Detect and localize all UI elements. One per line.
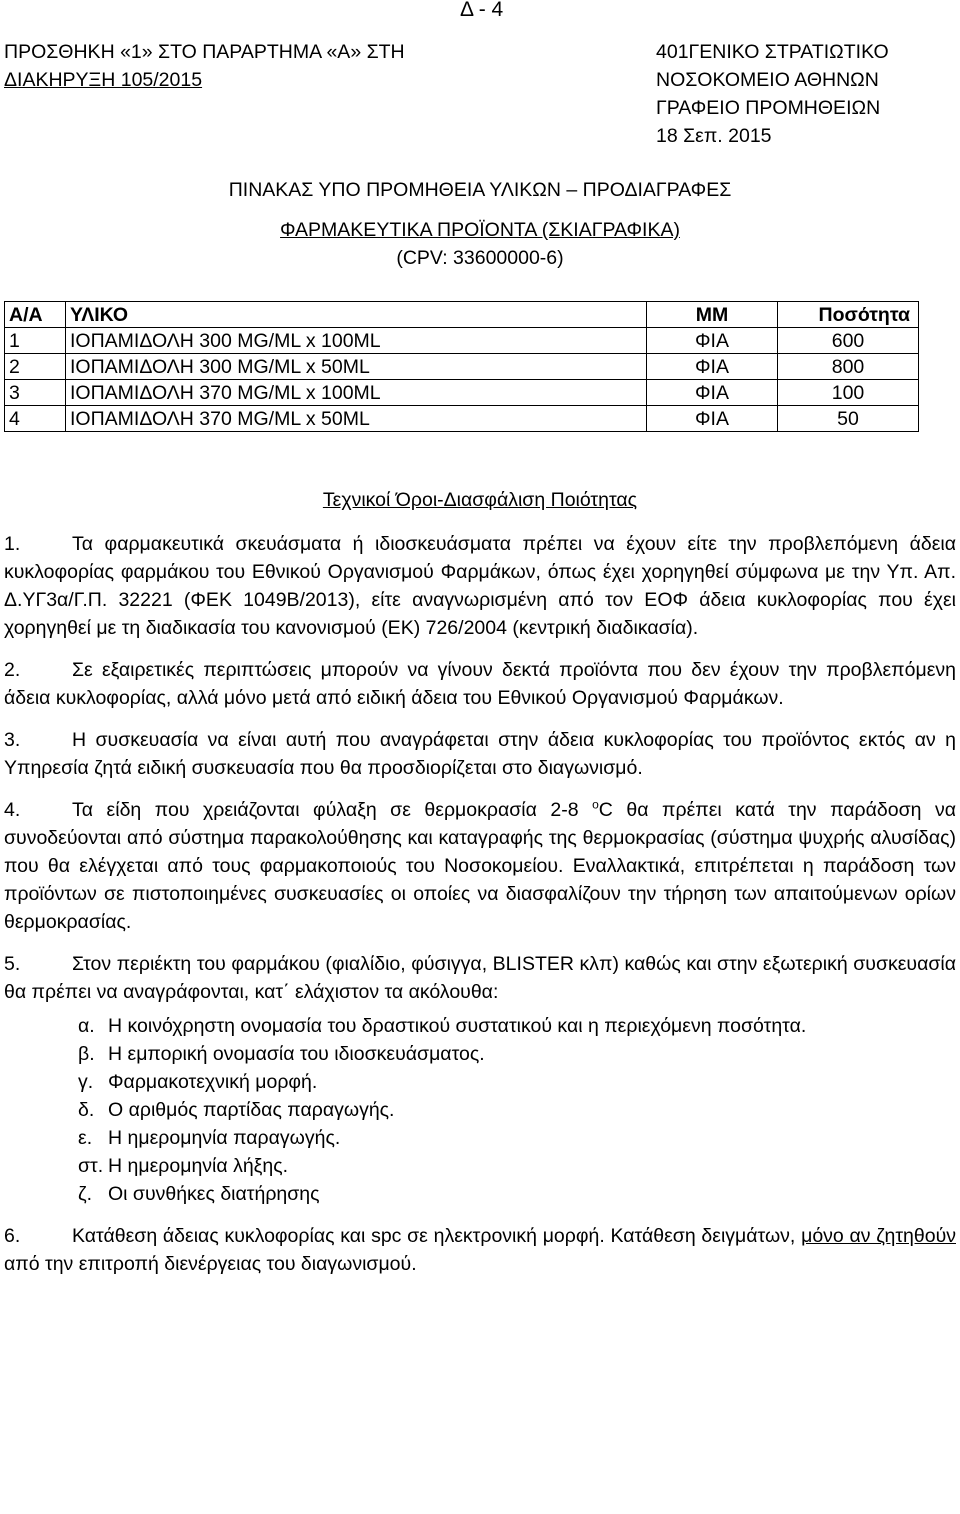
list-item-text: Η κοινόχρηστη ονομασία του δραστικού συστατικού και η περιεχόμενη ποσότητα. bbox=[108, 1015, 807, 1037]
section-title: Τεχνικοί Όροι-Διασφάλιση Ποιότητας bbox=[322, 489, 638, 511]
term-5-text: Στον περιέκτη του φαρμάκου (φιαλίδιο, φύσιγγα, BLISTER κλπ) καθώς και στην εξωτερική συσκευασία θα πρέπει να αναγράφονται, κατ΄ ελάχιστον τα ακόλουθα: bbox=[4, 953, 956, 1003]
header-left-line2: ΔΙΑΚΗΡΥΞΗ 105/2015 bbox=[4, 69, 203, 91]
page-number: Δ - 4 bbox=[460, 0, 504, 21]
cell-unit: ΦΙΑ bbox=[647, 380, 778, 406]
cell-item: ΙΟΠΑΜΙΔΟΛΗ 370 MG/ML x 100ML bbox=[66, 380, 647, 406]
term-6-text-b: από την επιτροπή διενέργειας του διαγωνισμού. bbox=[4, 1253, 417, 1275]
cpv-code: (CPV: 33600000-6) bbox=[396, 247, 564, 269]
table-row bbox=[5, 328, 919, 354]
cell-unit: ΦΙΑ bbox=[647, 406, 778, 432]
term-5-number: 5. bbox=[4, 953, 21, 975]
term-4-text-b: C θα πρέπει κατά την παράδοση να συνοδεύονται από σύστημα παρακολούθησης και καταγραφής της θερμοκρασίας (σύστημα ψυχρής αλυσίδας) που θα ελέγχεται από τους φαρμακοποιούς του Νοσοκομείου. Εναλλακτικά, επιτρέπεται η παράδοση των προϊόντων σε πιστοποιημένες συσκευασίες οι οποίες να διασφαλίζουν την τήρηση των απαιτούμενων ορίων θερμοκρασίας. bbox=[4, 799, 956, 933]
header-qty: Ποσότητα bbox=[778, 302, 919, 328]
cell-item: ΙΟΠΑΜΙΔΟΛΗ 300 MG/ML x 100ML bbox=[66, 328, 647, 354]
list-item-text: Οι συνθήκες διατήρησης bbox=[108, 1183, 320, 1205]
header-item: ΥΛΙΚΟ bbox=[66, 302, 647, 328]
list-item-index: δ. bbox=[78, 1099, 95, 1121]
header-right-date: 18 Σεπ. 2015 bbox=[656, 125, 772, 147]
list-item-index: γ. bbox=[78, 1071, 94, 1093]
term-4-number: 4. bbox=[4, 799, 21, 821]
list-item-text: Φαρμακοτεχνική μορφή. bbox=[108, 1071, 318, 1093]
cell-aa: 4 bbox=[5, 406, 66, 432]
list-item bbox=[4, 1124, 956, 1152]
term-1-text: Τα φαρμακευτικά σκευάσματα ή ιδιοσκευάσματα πρέπει να έχουν είτε την προβλεπόμενη άδεια κυκλοφορίας φαρμάκου του Εθνικού Οργανισμού Φαρμάκων, όπως έχει χορηγηθεί σύμφωνα με την Υπ. Απ. Δ.ΥΓ3α/Γ.Π. 32221 (ΦΕΚ 1049Β/2013), είτε αναγνωρισμένη από τον ΕΟΦ άδεια κυκλοφορίας που έχει χορηγηθεί με τη διαδικασία του κανονισμού (ΕΚ) 726/2004 (κεντρική διαδικασία). bbox=[4, 533, 956, 639]
cell-qty: 600 bbox=[778, 328, 919, 354]
term-2-number: 2. bbox=[4, 659, 21, 681]
cell-aa: 2 bbox=[5, 354, 66, 380]
header-left bbox=[4, 38, 564, 94]
list-item-text: Η ημερομηνία λήξης. bbox=[108, 1155, 289, 1177]
table-row bbox=[5, 354, 919, 380]
list-item bbox=[4, 1012, 956, 1040]
header-aa: Α/Α bbox=[5, 302, 66, 328]
table-row bbox=[5, 380, 919, 406]
header-right-line1: 401ΓΕΝΙΚΟ ΣΤΡΑΤΙΩΤΙΚΟ bbox=[656, 41, 889, 63]
list-item bbox=[4, 1068, 956, 1096]
term-3-text: Η συσκευασία να είναι αυτή που αναγράφεται στην άδεια κυκλοφορίας του προϊόντος εκτός αν η Υπηρεσία ζητά ειδική συσκευασία που θα προσδιορίζεται στο διαγωνισμό. bbox=[4, 729, 956, 779]
cell-qty: 50 bbox=[778, 406, 919, 432]
header-right-line2: ΝΟΣΟΚΟΜΕΙΟ ΑΘΗΝΩΝ bbox=[656, 69, 879, 91]
term-1 bbox=[4, 530, 956, 642]
term-6-underlined: μόνο αν ζητηθούν bbox=[801, 1225, 956, 1247]
term-3 bbox=[4, 726, 956, 782]
degree-symbol: ο bbox=[592, 797, 599, 812]
list-item-index: β. bbox=[78, 1043, 95, 1065]
main-title: ΠΙΝΑΚΑΣ ΥΠΟ ΠΡΟΜΗΘΕΙΑ ΥΛΙΚΩΝ – ΠΡΟΔΙΑΓΡΑΦΕΣ bbox=[228, 179, 732, 201]
cell-aa: 3 bbox=[5, 380, 66, 406]
cell-aa: 1 bbox=[5, 328, 66, 354]
cell-item: ΙΟΠΑΜΙΔΟΛΗ 370 MG/ML x 50ML bbox=[66, 406, 647, 432]
term-1-number: 1. bbox=[4, 533, 21, 555]
table-row bbox=[5, 406, 919, 432]
term-6-text-a: Κατάθεση άδειας κυκλοφορίας και spc σε ηλεκτρονική μορφή. Κατάθεση δειγμάτων, bbox=[72, 1225, 796, 1247]
term-6-number: 6. bbox=[4, 1225, 21, 1247]
list-item bbox=[4, 1152, 956, 1180]
list-item-text: Η ημερομηνία παραγωγής. bbox=[108, 1127, 341, 1149]
header-right-line3: ΓΡΑΦΕΙΟ ΠΡΟΜΗΘΕΙΩΝ bbox=[656, 97, 881, 119]
list-item-index: ε. bbox=[78, 1127, 93, 1149]
cell-qty: 100 bbox=[778, 380, 919, 406]
header-unit: ΜΜ bbox=[647, 302, 778, 328]
list-item bbox=[4, 1096, 956, 1124]
items-table bbox=[4, 301, 919, 432]
cell-unit: ΦΙΑ bbox=[647, 328, 778, 354]
category-title: ΦΑΡΜΑΚΕΥΤΙΚΑ ΠΡΟΪΟΝΤΑ (ΣΚΙΑΓΡΑΦΙΚΑ) bbox=[280, 219, 680, 241]
header-left-line1: ΠΡΟΣΘΗΚΗ «1» ΣΤΟ ΠΑΡΑΡΤΗΜΑ «Α» ΣΤΗ bbox=[4, 41, 405, 63]
list-item-text: Ο αριθμός παρτίδας παραγωγής. bbox=[108, 1099, 395, 1121]
term-6 bbox=[4, 1222, 956, 1278]
term-5 bbox=[4, 950, 956, 1006]
list-item-text: Η εμπορική ονομασία του ιδιοσκευάσματος. bbox=[108, 1043, 485, 1065]
list-item bbox=[4, 1180, 956, 1208]
list-item-index: α. bbox=[78, 1015, 95, 1037]
terms-body bbox=[4, 530, 956, 1292]
table-header-row bbox=[5, 302, 919, 328]
header-right bbox=[656, 38, 956, 150]
list-item bbox=[4, 1040, 956, 1068]
term-3-number: 3. bbox=[4, 729, 21, 751]
term-2-text: Σε εξαιρετικές περιπτώσεις μπορούν να γίνουν δεκτά προϊόντα που δεν έχουν την προβλεπόμενη άδεια κυκλοφορίας, αλλά μόνο μετά από ειδική άδεια του Εθνικού Οργανισμού Φαρμάκων. bbox=[4, 659, 956, 709]
term-2 bbox=[4, 656, 956, 712]
list-item-index: ζ. bbox=[78, 1183, 93, 1205]
cell-unit: ΦΙΑ bbox=[647, 354, 778, 380]
list-item-index: στ. bbox=[78, 1155, 104, 1177]
term-4 bbox=[4, 796, 956, 936]
cell-item: ΙΟΠΑΜΙΔΟΛΗ 300 MG/ML x 50ML bbox=[66, 354, 647, 380]
term-4-text-a: Τα είδη που χρειάζονται φύλαξη σε θερμοκρασία 2-8 bbox=[72, 799, 579, 821]
cell-qty: 800 bbox=[778, 354, 919, 380]
